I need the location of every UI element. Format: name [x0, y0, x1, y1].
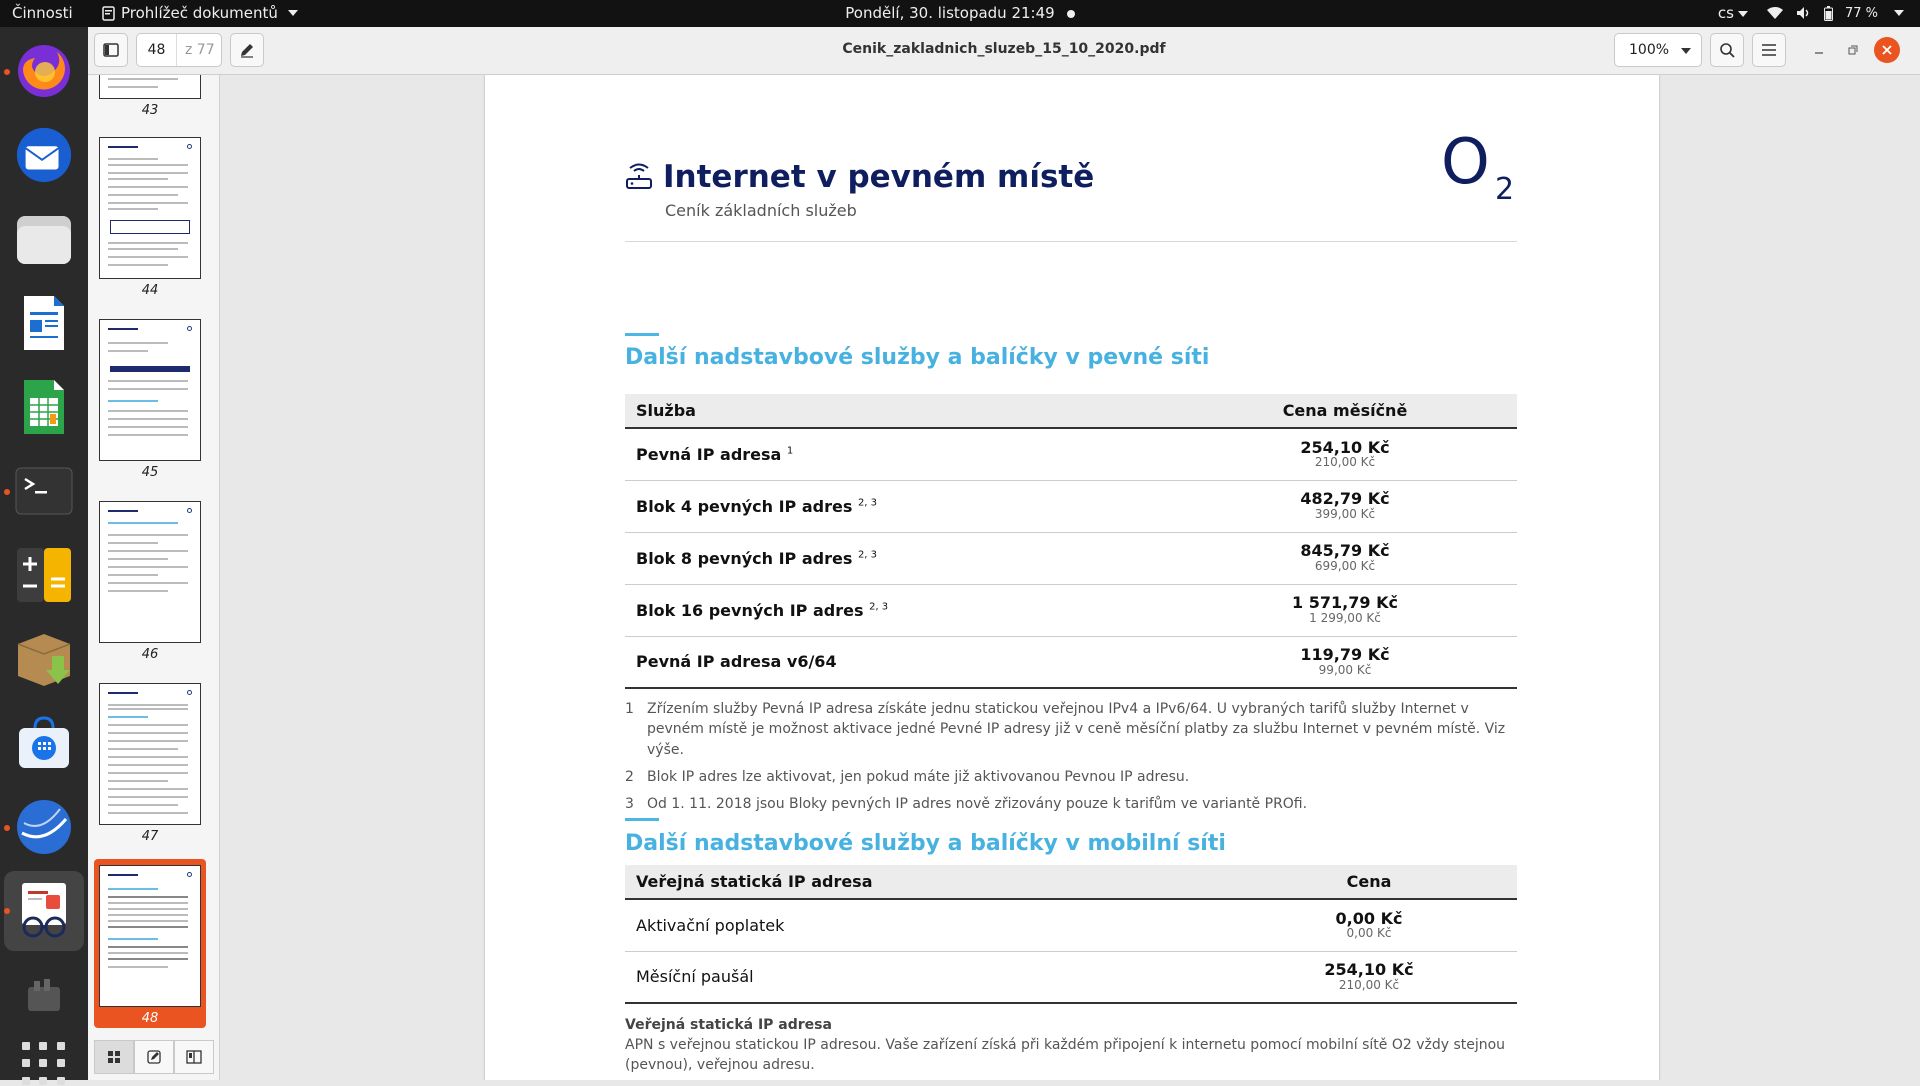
sidebar-toggle-button[interactable] — [94, 33, 128, 67]
grid-icon — [107, 1050, 121, 1064]
price: 1 571,79 Kč — [1292, 593, 1398, 613]
trash-icon — [24, 977, 64, 1013]
software-center-icon — [15, 714, 73, 772]
annotate-button[interactable] — [230, 33, 264, 67]
table-row — [625, 584, 1517, 636]
column-header-price: Cena — [1221, 865, 1517, 899]
thumbnail-label: 43 — [141, 103, 159, 118]
dock-trash[interactable] — [14, 965, 74, 1025]
dock-firefox[interactable] — [14, 41, 74, 101]
logo-subscript: 2 — [1495, 172, 1515, 203]
close-button[interactable] — [1874, 37, 1900, 63]
table-row — [625, 428, 1517, 480]
wifi-icon — [1766, 6, 1784, 20]
price-without-vat: 699,00 Kč — [1314, 559, 1376, 574]
notification-dot-icon — [1067, 10, 1075, 18]
price: 254,10 Kč — [1324, 960, 1414, 980]
dock-archive[interactable] — [14, 629, 74, 689]
thunderbird-icon — [14, 124, 74, 186]
app-menu[interactable] — [102, 4, 298, 22]
service-name: Blok 16 pevných IP adres — [636, 600, 864, 620]
document-view[interactable] — [221, 75, 1920, 1080]
dock-calc[interactable] — [14, 377, 74, 437]
dock-calculator[interactable] — [14, 545, 74, 605]
price-without-vat: 0,00 Kč — [1346, 926, 1392, 941]
dock-app-blue[interactable] — [14, 797, 74, 857]
app-menu-label: Prohlížeč dokumentů — [121, 4, 278, 22]
zoom-dropdown[interactable] — [1614, 33, 1702, 67]
price: 845,79 Kč — [1300, 541, 1390, 561]
footnotes — [625, 699, 1517, 821]
dock-writer[interactable] — [14, 293, 74, 353]
zoom-value: 100% — [1629, 42, 1670, 58]
keyboard-layout-label: cs — [1717, 4, 1734, 22]
service-name: Blok 8 pevných IP adres — [636, 548, 853, 568]
section-accent — [625, 818, 659, 821]
description-text: APN s veřejnou statickou IP adresou. Vaše zařízení získá při každém připojení k internetu pomocí mobilní sítě O2 vždy stejnou (pevnou), veřejnou adresu. — [625, 1037, 1506, 1073]
thumbnail-page-43[interactable] — [94, 75, 206, 118]
book-icon — [186, 1050, 202, 1064]
folder-icon — [15, 212, 73, 266]
footnote — [625, 699, 1517, 760]
hamburger-icon — [1762, 44, 1776, 56]
sidebar-view-tabs — [94, 1040, 214, 1074]
activities-button[interactable]: Činnosti — [12, 4, 73, 22]
service-name: Pevná IP adresa v6/64 — [636, 652, 837, 672]
footnote-text: Zřízením služby Pevná IP adresa získáte jednu statickou veřejnou IPv4 a IPv6/64. U vybraných tarifů služby Internet v pevném místě je možnost aktivace jedné Pevné IP adresy již v ceně měsíční platby za službu Internet v pevném místě. Viz výše. — [647, 701, 1506, 758]
price-without-vat: 99,00 Kč — [1318, 662, 1372, 677]
price-without-vat: 1 299,00 Kč — [1309, 611, 1381, 626]
terminal-icon — [15, 467, 73, 515]
price: 254,10 Kč — [1300, 437, 1390, 457]
writer-icon — [20, 294, 68, 352]
running-indicator — [4, 908, 10, 914]
footnote-number: 1 — [625, 701, 634, 717]
divider — [625, 241, 1517, 242]
footnote-text: Od 1. 11. 2018 jsou Bloky pevných IP adres nově zřizovány pouze k tarifům ve variantě PROfi. — [647, 796, 1308, 813]
current-page-input[interactable]: 48 — [137, 34, 177, 66]
chevron-down-icon — [1681, 48, 1691, 54]
footnote — [625, 767, 1517, 787]
thumbnail-label: 46 — [141, 647, 159, 662]
bookmarks-tab[interactable] — [174, 1040, 214, 1074]
minimize-icon — [1814, 45, 1824, 55]
clock[interactable] — [845, 4, 1074, 22]
archive-icon — [14, 630, 74, 688]
restore-icon — [1848, 45, 1858, 55]
thumbnail-page-48[interactable] — [94, 859, 206, 1028]
price: 119,79 Kč — [1300, 645, 1390, 665]
system-menu[interactable] — [1766, 6, 1904, 21]
thumbnail-sidebar — [88, 75, 220, 1080]
dock-thunderbird[interactable] — [14, 125, 74, 185]
mobile-services-table — [625, 865, 1517, 1004]
thumbnail-label: 45 — [141, 465, 159, 480]
thumbnail-page-44[interactable] — [94, 137, 206, 298]
page-heading: Internet v pevném místě — [663, 159, 1095, 195]
chevron-down-icon — [1894, 10, 1904, 16]
price-without-vat: 210,00 Kč — [1338, 977, 1400, 992]
section-accent — [625, 333, 659, 336]
thumbnail-page-45[interactable] — [94, 319, 206, 480]
section-title-fixed: Další nadstavbové služby a balíčky v pevné síti — [625, 345, 1210, 370]
thumbnail-label: 44 — [141, 283, 159, 298]
dock-files[interactable] — [14, 209, 74, 269]
fee-name: Aktivační poplatek — [625, 899, 1221, 951]
network-app-icon — [14, 797, 74, 857]
table-row — [625, 899, 1517, 951]
fee-name: Měsíční paušál — [625, 951, 1221, 1003]
page-thumbnail — [99, 865, 201, 1007]
thumbnails-tab[interactable] — [94, 1040, 134, 1074]
router-icon — [625, 163, 653, 191]
page-total: z 77 — [185, 42, 215, 58]
footnote-number: 2 — [625, 768, 634, 785]
firefox-icon — [15, 42, 73, 100]
dock — [0, 27, 88, 1080]
dock-software[interactable] — [14, 713, 74, 773]
volume-icon — [1796, 6, 1812, 20]
o2-logo — [1441, 131, 1517, 203]
thumbnail-page-46[interactable] — [94, 501, 206, 662]
page-thumbnail — [99, 683, 201, 825]
annotation-icon — [147, 1050, 161, 1064]
close-icon — [1882, 45, 1892, 55]
price-without-vat: 399,00 Kč — [1314, 507, 1376, 522]
maximize-button[interactable] — [1840, 37, 1866, 63]
page-number-entry[interactable] — [136, 33, 222, 67]
search-icon — [1719, 42, 1735, 58]
footnote-text: Blok IP adres lze aktivovat, jen pokud máte již aktivovanou Pevnou IP adresu. — [647, 768, 1190, 785]
minimize-button[interactable] — [1806, 37, 1832, 63]
footnote-number: 3 — [625, 796, 634, 813]
top-bar — [0, 0, 1920, 27]
pdf-page — [485, 75, 1659, 1080]
service-name: Blok 4 pevných IP adres — [636, 496, 853, 516]
annotations-tab[interactable] — [134, 1040, 174, 1074]
keyboard-layout-menu[interactable] — [1718, 4, 1748, 22]
document-title: Cenik_zakladnich_sluzeb_15_10_2020.pdf — [842, 41, 1166, 57]
footnote — [625, 794, 1517, 814]
page-thumbnail — [99, 137, 201, 279]
running-indicator — [4, 69, 10, 75]
running-indicator — [4, 489, 10, 495]
page-thumbnail — [99, 501, 201, 643]
footnote-ref: 2, 3 — [857, 549, 878, 561]
dock-document-viewer[interactable] — [14, 881, 74, 941]
search-button[interactable] — [1710, 33, 1744, 67]
show-applications-icon[interactable] — [22, 1042, 66, 1086]
service-name: Pevná IP adresa — [636, 444, 782, 464]
logo-letter: O — [1441, 131, 1490, 198]
page-subtitle: Ceník základních služeb — [665, 201, 857, 220]
column-header-monthly-price: Cena měsíčně — [1173, 394, 1517, 428]
fixed-services-table — [625, 394, 1517, 689]
page-thumbnail — [99, 319, 201, 461]
thumbnail-label: 47 — [141, 829, 159, 844]
column-header-service: Služba — [625, 394, 1173, 428]
page-thumbnail — [99, 75, 201, 99]
thumbnail-page-47[interactable] — [94, 683, 206, 844]
running-indicator — [4, 825, 10, 831]
table-row — [625, 636, 1517, 688]
calc-icon — [20, 378, 68, 436]
clock-label: Pondělí, 30. listopadu 21:49 — [845, 4, 1055, 22]
footnote-ref: 2, 3 — [869, 601, 889, 613]
column-header-static-ip: Veřejná statická IP adresa — [625, 865, 1221, 899]
table-row — [625, 951, 1517, 1003]
battery-level: 77 % — [1844, 5, 1878, 21]
description-title: Veřejná statická IP adresa — [625, 1017, 832, 1033]
document-viewer-icon — [16, 881, 72, 941]
main-menu-button[interactable] — [1752, 33, 1786, 67]
chevron-down-icon — [288, 10, 298, 16]
price-without-vat: 210,00 Kč — [1314, 455, 1376, 470]
footnote-ref: 1 — [786, 445, 794, 457]
thumbnail-label: 48 — [141, 1011, 159, 1026]
table-row — [625, 480, 1517, 532]
calculator-icon — [15, 546, 73, 604]
document-viewer-icon — [102, 6, 115, 21]
dock-terminal[interactable] — [14, 461, 74, 521]
section-title-mobile: Další nadstavbové služby a balíčky v mobilní síti — [625, 831, 1226, 856]
header-bar — [88, 27, 1920, 75]
table-row — [625, 532, 1517, 584]
sidebar-icon — [103, 43, 119, 57]
pencil-icon — [239, 42, 255, 58]
chevron-down-icon — [1738, 11, 1748, 17]
footnote-ref: 2, 3 — [857, 497, 878, 509]
battery-icon — [1824, 6, 1833, 21]
price: 0,00 Kč — [1335, 908, 1403, 928]
price: 482,79 Kč — [1300, 489, 1390, 509]
